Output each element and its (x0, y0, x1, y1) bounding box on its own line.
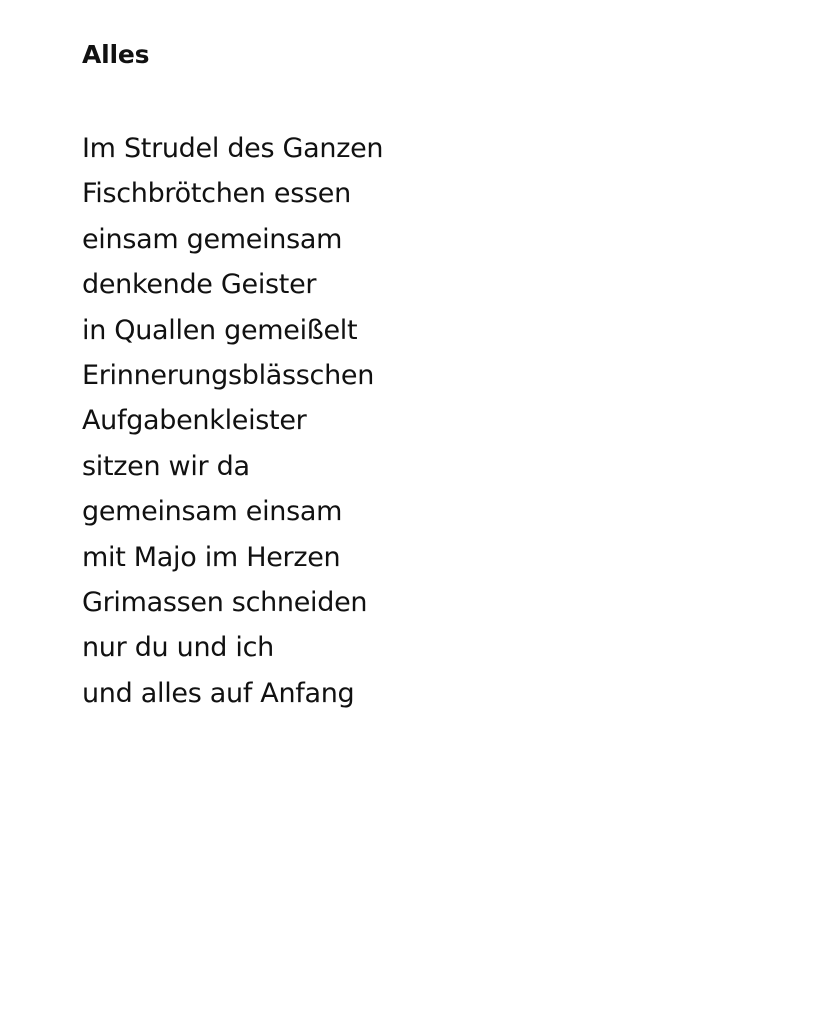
poem-line: sitzen wir da (82, 450, 250, 482)
poem-line: Grimassen schneiden (82, 587, 368, 619)
poem-line: Fischbrötchen essen (82, 178, 351, 210)
poem-line: Im Strudel des Ganzen (82, 133, 384, 164)
poem-title: Alles (82, 40, 150, 69)
poem-line: nur du und ich (82, 632, 274, 664)
poem-line: mit Majo im Herzen (82, 541, 341, 573)
poem-line: in Quallen gemeißelt (82, 314, 358, 346)
poem-line: gemeinsam einsam (82, 496, 343, 528)
poem (82, 36, 742, 716)
poem-line: Erinnerungsblässchen (82, 360, 375, 392)
poem-line: einsam gemeinsam (82, 223, 343, 255)
poem-stanza (82, 126, 742, 716)
poem-line: denkende Geister (82, 269, 317, 301)
poem-line: Aufgabenkleister (82, 405, 307, 437)
poem-line: und alles auf Anfang (82, 677, 355, 709)
